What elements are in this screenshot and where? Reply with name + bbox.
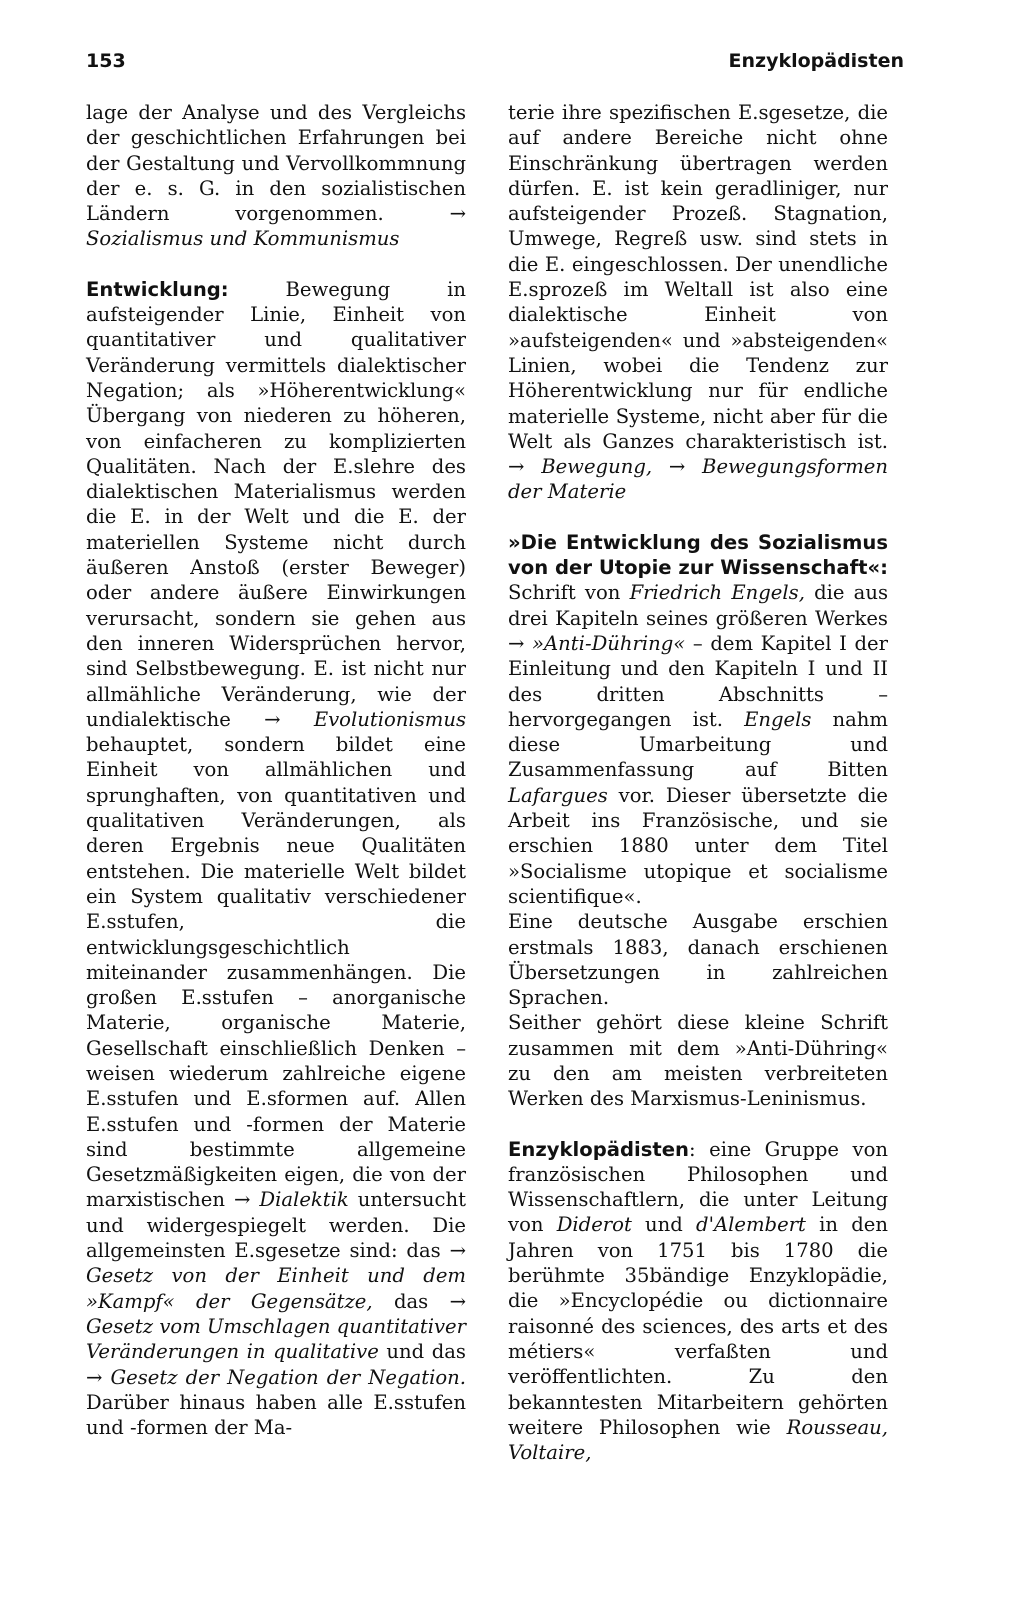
cross-reference: »Anti-Dühring« [532, 631, 686, 655]
entry-headword: Entwicklung: [86, 277, 229, 301]
person-name: Friedrich Engels, [629, 581, 805, 605]
cross-reference: Sozialismus und Kommunismus [86, 227, 400, 251]
continued-paragraph: lage der Analyse und des Vergleichs der geschichtlichen Erfahrungen bei der Gestaltung und Vervollkommnung der e. s. G. in den sozialistischen Ländern vorgenommen. → Sozialismus und Kommunismus [86, 101, 466, 251]
cross-reference: Gesetz vom Umschlagen quantitativer Veränderungen in qualitative [86, 1314, 467, 1364]
cross-reference: Gesetz von der Einheit und dem »Kampf« der Gegensätze, [86, 1264, 466, 1313]
cross-reference: Bewegungsformen der Materie [508, 455, 888, 504]
right-column [508, 100, 888, 1465]
person-name: d'Alembert [696, 1213, 806, 1237]
paragraph: Seither gehört diese kleine Schrift zusammen mit dem »Anti-Dühring« zu den am meisten verbreiteten Werken des Marxismus-Leninismus. [508, 1011, 888, 1111]
cross-reference: Dialektik [259, 1188, 349, 1212]
left-column [86, 100, 466, 1440]
continued-paragraph: terie ihre spezifischen E.sgesetze, die auf andere Bereiche nicht ohne Einschränkung übertragen werden dürfen. E. ist kein geradliniger, nur aufsteigender Prozeß. Stagnation, Umwege, Regreß usw. sind stets in die E. eingeschlossen. Der unendliche E.sprozeß im Weltall ist also eine dialektische Einheit von »aufsteigenden« und »absteigenden« Linien, wobei die Tendenz zur Höherentwicklung nur für endliche materielle Systeme, nicht aber für die Welt als Ganzes charakteristisch ist. → Bewegung, → Bewegungsformen der Materie [508, 101, 888, 504]
cross-reference: Bewegung, [541, 455, 653, 479]
cross-reference: Evolutionismus [313, 707, 466, 731]
entry-entwicklung-des-sozialismus: »Die Entwicklung des Sozialismus von der Utopie zur Wissenschaft«: Schrift von Friedrich Engels, die aus drei Kapiteln seines größeren Werkes → »Anti-Dühring« – dem Kapitel I der Einleitung und den Kapiteln I und II des dritten Abschnitts – hervorgegangen ist. Engels nahm diese Umarbeitung und Zusammenfassung auf Bitten Lafargues vor. Dieser übersetzte die Arbeit ins Französische, und sie erschien 1880 unter dem Titel »Socialisme utopique et socialisme scientifique«. [508, 530, 889, 908]
person-name: Diderot [556, 1213, 632, 1237]
page-number: 153 [86, 50, 126, 72]
entry-headword: »Die Entwicklung des Sozialismus von der Utopie zur Wissenschaft«: [508, 530, 888, 580]
running-head: Enzyklopädisten [728, 50, 904, 72]
page-header [86, 50, 904, 82]
person-name: Engels [744, 707, 812, 731]
person-name: Lafargues [508, 783, 608, 807]
person-name: Rousseau, Voltaire, [508, 1415, 888, 1465]
cross-reference: Gesetz der Negation der Negation. [110, 1365, 466, 1389]
entry-entwicklung: Entwicklung: Bewegung in aufsteigender Linie, Einheit von quantitativer und qualitativer Veränderung vermittels dialektischer Negation; als »Höherentwicklung« Übergang von niederen zu höheren, von einfacheren zu komplizierten Qualitäten. Nach der E.slehre des dialektischen Materialismus werden die E. in der Welt und die E. der materiellen Systeme nicht durch äußeren Anstoß (erster Beweger) oder andere äußere Einwirkungen verursacht, sondern sie gehen aus den inneren Widersprüchen hervor, sind Selbstbewegung. E. ist nicht nur allmähliche Veränderung, wie der undialektische → Evolutionismus behauptet, sondern bildet eine Einheit von allmählichen und sprunghaften, von quantitativen und qualitativen Veränderungen, als deren Ergebnis neue Qualitäten entstehen. Die materielle Welt bildet ein System qualitativ verschiedener E.sstufen, die entwicklungsgeschichtlich miteinander zusammenhängen. Die großen E.sstufen – anorganische Materie, organische Materie, Gesellschaft einschließlich Denken – weisen wiederum zahlreiche eigene E.sstufen und E.sformen auf. Allen E.sstufen und -formen der Materie sind bestimmte allgemeine Gesetzmäßigkeiten eigen, die von der marxistischen → Dialektik untersucht und widergespiegelt werden. Die allgemeinsten E.sgesetze sind: das → Gesetz von der Einheit und dem »Kampf« der Gegensätze, das → Gesetz vom Umschlagen quantitativer Veränderungen in qualitative und das → Gesetz der Negation der Negation. Darüber hinaus haben alle E.sstufen und -formen der Ma- [86, 277, 467, 1440]
paragraph: Eine deutsche Ausgabe erschien erstmals 1883, danach erschienen Übersetzungen in zahlreichen Sprachen. [508, 910, 888, 1010]
entry-headword: Enzyklopädisten [508, 1137, 689, 1161]
entry-enzyklopaedisten: Enzyklopädisten: eine Gruppe von französischen Philosophen und Wissenschaftlern, die unter Leitung von Diderot und d'Alembert in den Jahren von 1751 bis 1780 die berühmte 35bändige Enzyklopädie, die »Encyclopédie ou dictionnaire raisonné des sciences, des arts et des métiers« verfaßten und veröffentlichten. Zu den bekanntesten Mitarbeitern gehörten weitere Philosophen wie Rousseau, Voltaire, [508, 1137, 888, 1465]
